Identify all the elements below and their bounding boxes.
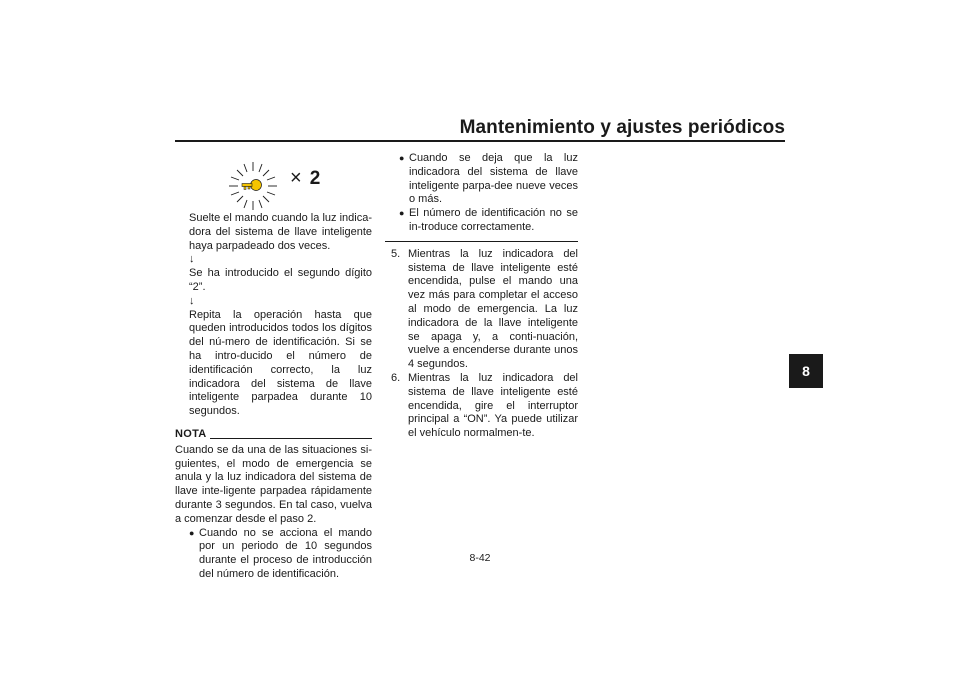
bullet-icon: ● [399,153,405,163]
note-rule [210,438,372,439]
indicator-figure [225,160,345,212]
list-item [399,152,578,207]
bullet-icon: ● [189,527,195,538]
arrow-down-icon: ↓ [189,294,195,307]
times-value: 2 [309,168,321,189]
bullet-text: Cuando no se acciona el mando por un periodo de 10 segundos durante el proceso de introducción del número de identificación. [199,526,372,580]
right-column [385,152,578,441]
times-count [290,167,321,189]
step-number: 6. [391,371,401,384]
note-end-rule [385,241,578,242]
paragraph-second-digit: Se ha introducido el segundo dígito “2”. [189,267,372,293]
bullet-text: El número de identificación no se in-troduce correctamente. [409,207,578,233]
times-symbol: × [290,167,302,189]
smart-key-indicator-icon [225,160,281,212]
paragraph-release-knob: Suelte el mando cuando la luz indica-dora del sistema de llave inteligente haya parpadeado dos veces. [189,212,372,252]
section-tab: 8 [789,354,823,388]
step-text: Mientras la luz indicadora del sistema de llave inteligente esté encendida, pulse el mando una vez más para completar el acceso al modo de emergencia. La luz indicadora de la llave inteligente se apaga y, a conti-nuación, vuelve a encenderse durante unos 4 segundos. [408,247,578,371]
page-title: Mantenimiento y ajustes periódicos [459,117,785,138]
paragraph-repeat: Repita la operación hasta que queden introducidos todos los dígitos del nú-mero de identificación. Si se ha intro-ducido el número de identificación correcto, la luz indicadora del sistema de llave inteligente parpadea durante 10 segundos. [189,308,372,418]
note-label: NOTA [175,427,207,440]
page-number: 8-42 [469,552,491,564]
note-text: Cuando se da una de las situaciones si-guientes, el modo de emergencia se anula y la luz indicadora del sistema de llave inte-ligente parpadea rápidamente durante 3 segundos. En tal caso, vuelva a comenzar desde el paso 2. [175,443,372,525]
note-heading [175,428,372,442]
list-item [189,527,372,582]
header-rule [175,140,785,142]
bullet-text: Cuando se deja que la luz indicadora del sistema de llave inteligente parpa-dee nueve veces o más. [409,152,578,206]
step-item [385,372,578,441]
arrow-down-icon: ↓ [189,253,195,266]
step-text: Mientras la luz indicadora del sistema de llave inteligente esté encendida, gire el interruptor principal a “ON”. Ya puede utilizar el vehículo normalmen-te. [408,371,578,440]
bullet-icon: ● [399,208,405,219]
list-item [399,207,578,235]
step-item [385,248,578,372]
left-column [175,160,372,582]
step-number: 5. [391,247,401,260]
